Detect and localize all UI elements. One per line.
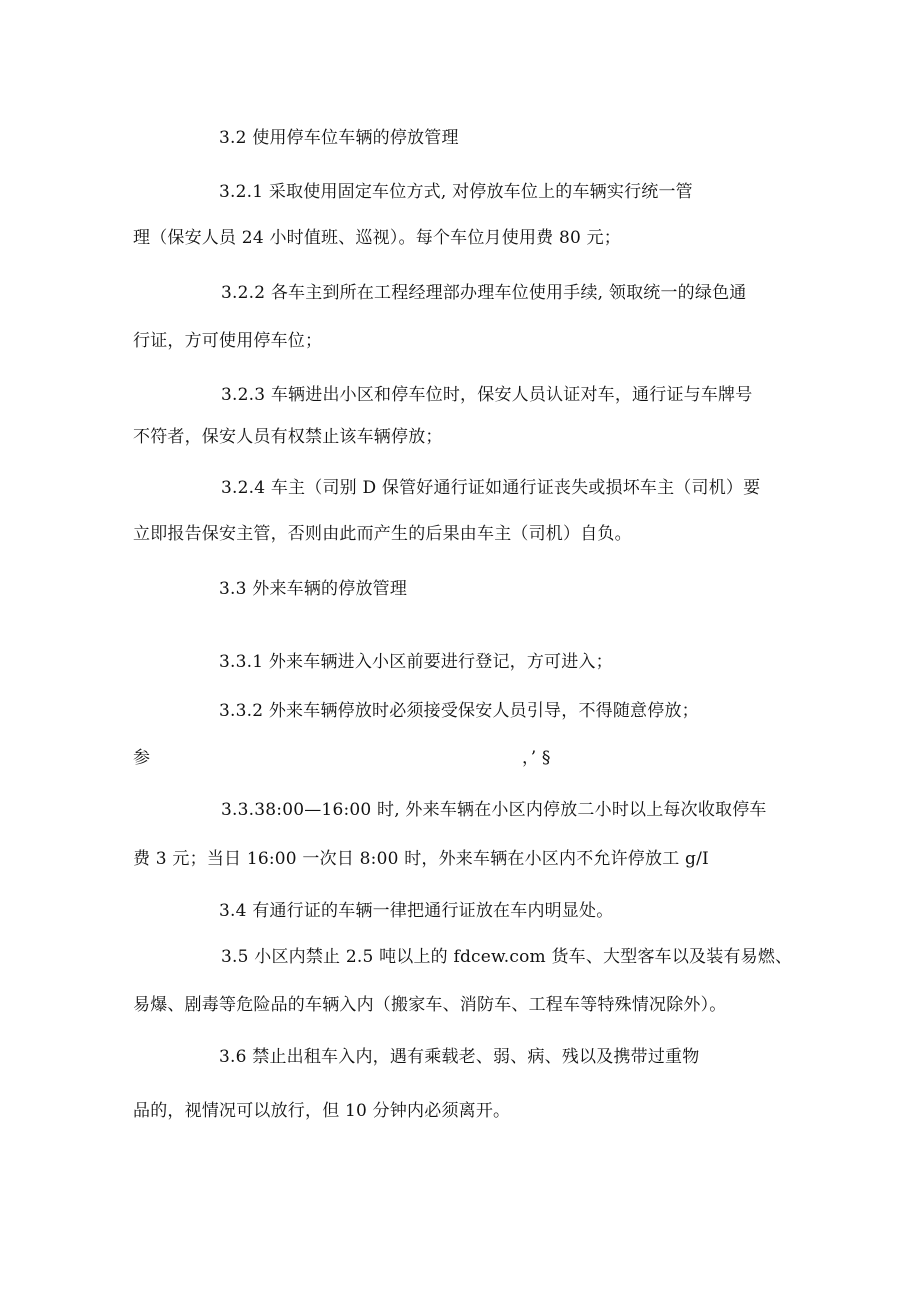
paragraph-3-6-line-1: 3.6 禁止出租车入内，遇有乘载老、弱、病、残以及携带过重物 — [219, 1047, 700, 1067]
paragraph-3-2-1-line-2: 理（保安人员 24 小时值班、巡视）。每个车位月使用费 80 元； — [133, 228, 621, 248]
paragraph-3-2-1-line-1: 3.2.1 采取使用固定车位方式, 对停放车位上的车辆实行统一管 — [219, 182, 693, 202]
paragraph-3-5-line-2: 易爆、剧毒等危险品的车辆入内（搬家车、消防车、工程车等特殊情况除外）。 — [133, 995, 727, 1015]
section-heading-3-2: 3.2 使用停车位车辆的停放管理 — [219, 128, 459, 148]
stray-text-left: 参 — [133, 748, 151, 768]
paragraph-3-2-3-line-2: 不符者，保安人员有权禁止该车辆停放； — [133, 427, 443, 447]
paragraph-3-2-2-line-1: 3.2.2 各车主到所在工程经理部办理车位使用手续, 领取统一的绿色通 — [221, 283, 747, 303]
paragraph-3-6-line-2: 品的，视情况可以放行，但 10 分钟内必须离开。 — [133, 1101, 511, 1121]
paragraph-3-2-3-line-1: 3.2.3 车辆进出小区和停车位时，保安人员认证对车，通行证与车牌号 — [221, 385, 753, 405]
paragraph-3-2-4-line-2: 立即报告保安主管，否则由此而产生的后果由车主（司机）自负。 — [133, 524, 632, 544]
paragraph-3-5-line-1: 3.5 小区内禁止 2.5 吨以上的 fdcew.com 货车、大型客车以及装有易燃、 — [221, 947, 793, 967]
section-heading-3-3: 3.3 外来车辆的停放管理 — [219, 579, 408, 599]
paragraph-3-2-2-line-2: 行证，方可使用停车位； — [133, 331, 323, 351]
paragraph-3-3-3-line-2: 费 3 元；当日 16:00 一次日 8:00 时，外来车辆在小区内不允许停放工 g/I — [133, 849, 709, 869]
paragraph-3-4: 3.4 有通行证的车辆一律把通行证放在车内明显处。 — [219, 901, 614, 921]
paragraph-3-3-2: 3.3.2 外来车辆停放时必须接受保安人员引导，不得随意停放； — [219, 701, 699, 721]
paragraph-3-3-1: 3.3.1 外来车辆进入小区前要进行登记，方可进入； — [219, 652, 613, 672]
paragraph-3-3-3-line-1: 3.3.38:00—16:00 时, 外来车辆在小区内停放二小时以上每次收取停车 — [221, 800, 767, 820]
stray-text-right: ，’ § — [522, 748, 551, 768]
paragraph-3-2-4-line-1: 3.2.4 车主（司别 D 保管好通行证如通行证丧失或损坏车主（司机）要 — [221, 478, 761, 498]
